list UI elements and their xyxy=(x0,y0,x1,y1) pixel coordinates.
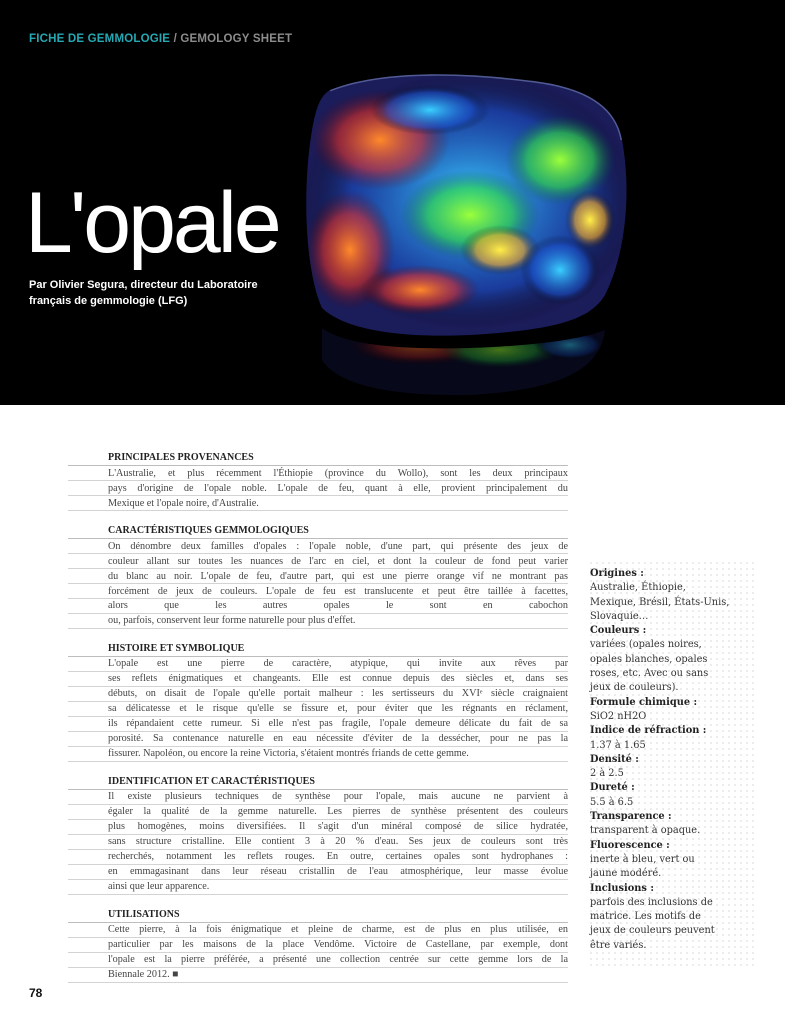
fact-label: Indice de réfraction : xyxy=(590,725,707,737)
fact-list xyxy=(588,560,758,953)
section-heading: HISTOIRE ET SYMBOLIQUE xyxy=(68,639,568,657)
fact-value: 2 à 2.5 xyxy=(590,768,624,780)
fact-label: Dureté : xyxy=(590,782,635,794)
fact-label: Densité : xyxy=(590,753,639,765)
fact-value: Australie, Éthiopie, Mexique, Brésil, États-Unis, Slovaquie… xyxy=(590,582,730,622)
article-section xyxy=(68,521,568,629)
text-line: forcément de jeux de couleurs. L'opale de feu est translucente et peut être taillée à facettes, xyxy=(68,584,568,599)
byline: Par Olivier Segura, directeur du Laboratoire français de gemmologie (LFG) xyxy=(29,279,258,307)
text-line: Cette pierre, à la fois énigmatique et pleine de charme, est de plus en plus utilisée, en xyxy=(68,923,568,938)
text-line: couleur allant sur toutes les nuances de l'arc en ciel, et dont la couleur de fond peut varier xyxy=(68,554,568,569)
page-title: L'opale xyxy=(25,175,279,271)
text-line: sans structure cristalline. Elle contient 3 à 20 % d'eau. Ses jeux de couleurs sont très xyxy=(68,835,568,850)
article-section xyxy=(68,905,568,983)
fact-value: transparent à opaque. xyxy=(590,825,701,837)
fact-label: Inclusions : xyxy=(590,882,654,894)
fact-value: variées (opales noires, opales blanches, opales roses, etc. Avec ou sans jeux de couleurs). xyxy=(590,639,709,694)
article-section xyxy=(68,772,568,895)
fact-label: Couleurs : xyxy=(590,625,647,637)
fact-label: Transparence : xyxy=(590,811,672,823)
fact-value: 5.5 à 6.5 xyxy=(590,796,634,808)
fact-value: parfois des inclusions de matrice. Les motifs de jeux de couleurs peuvent être variés. xyxy=(590,896,715,951)
text-line: du blanc au noir. L'opale de feu, d'autre part, qui est une pierre orange vif ne montrant pas xyxy=(68,569,568,584)
text-line: L'Australie, et plus récemment l'Éthiopie (province du Wollo), sont les deux principaux xyxy=(68,466,568,481)
text-line: Il existe plusieurs techniques de synthèse pour l'opale, mais aucune ne parvient à xyxy=(68,790,568,805)
fact-label: Origines : xyxy=(590,568,644,579)
section-heading: PRINCIPALES PROVENANCES xyxy=(68,448,568,466)
article-section xyxy=(68,639,568,762)
article-body xyxy=(68,448,568,993)
section-heading: IDENTIFICATION ET CARACTÉRISTIQUES xyxy=(68,772,568,790)
fact-label: Fluorescence : xyxy=(590,839,670,851)
text-line: sa délicatesse et le risque qu'elle se fissure et, pour éviter que les régnants en réclament, xyxy=(68,702,568,717)
text-line: Biennale 2012. ■ xyxy=(68,968,568,983)
text-line: débuts, on disait de l'opale qu'elle portait malheur : les sertisseurs du XVIᵉ siècle craignaient xyxy=(68,687,568,702)
text-line: alors que les autres opales le sont en cabochon xyxy=(68,599,568,614)
page-number: 78 xyxy=(29,986,43,1000)
text-line: fissurer. Napoléon, ou encore la reine Victoria, s'étaient montrés friands de cette gemme. xyxy=(68,747,568,762)
text-line: porosité. Sa contenance naturelle en eau nécessite d'éviter de la dessécher, pour ne pas la xyxy=(68,732,568,747)
section-heading: CARACTÉRISTIQUES GEMMOLOGIQUES xyxy=(68,521,568,539)
text-line: plus homogènes, moins diversifiées. Il s'agit d'un minéral composé de silice hydratée, xyxy=(68,820,568,835)
section-label-en: / GEMOLOGY SHEET xyxy=(170,33,293,45)
text-line: ainsi que leur apparence. xyxy=(68,880,568,895)
fact-value: 1.37 à 1.65 xyxy=(590,739,646,751)
text-line: ou, parfois, conservent leur forme naturelle pour plus d'effet. xyxy=(68,614,568,629)
text-line: pays d'origine de l'opale noble. L'opale de feu, quant à elle, provient principalement du xyxy=(68,481,568,496)
hero-banner xyxy=(0,0,785,405)
fact-value: inerte à bleu, vert ou jaune modéré. xyxy=(590,853,695,880)
fact-label: Formule chimique : xyxy=(590,696,698,708)
text-line: l'opale est la pierre préférée, a présenté une collection centrée sur cette gemme lors de la xyxy=(68,953,568,968)
text-line: recherchés, notamment les reflets rouges. En outre, certaines opales sont hydrophanes : xyxy=(68,850,568,865)
section-label: FICHE DE GEMMOLOGIE xyxy=(29,33,171,45)
article-section xyxy=(68,448,568,511)
section-kicker xyxy=(29,33,292,45)
text-line: en emmagasinant dans leur réseau cristallin de l'eau atmosphérique, leur masse évolue xyxy=(68,865,568,880)
section-heading: UTILISATIONS xyxy=(68,905,568,923)
text-line: On dénombre deux familles d'opales : l'opale noble, d'une part, qui présente des jeux de xyxy=(68,539,568,554)
text-line: particulier par les maisons de la place Vendôme. Victoire de Castellane, par exemple, dont xyxy=(68,938,568,953)
text-line: ils répandaient cette rumeur. Si elle n'est pas fragile, l'opale demeure délicate du fait de sa xyxy=(68,717,568,732)
text-line: L'opale est une pierre de caractère, atypique, qui invite aux rêves par xyxy=(68,657,568,672)
text-line: Mexique et l'opale noire, d'Australie. xyxy=(68,496,568,511)
fact-sidebar xyxy=(588,560,758,970)
text-line: ses reflets énigmatiques et changeants. Elle est connue depuis des siècles et, dans ses xyxy=(68,672,568,687)
text-line: égaler la qualité de la gemme naturelle. Les pierres de synthèse présentent des couleurs xyxy=(68,805,568,820)
fact-value: SiO2 nH2O xyxy=(590,710,647,722)
